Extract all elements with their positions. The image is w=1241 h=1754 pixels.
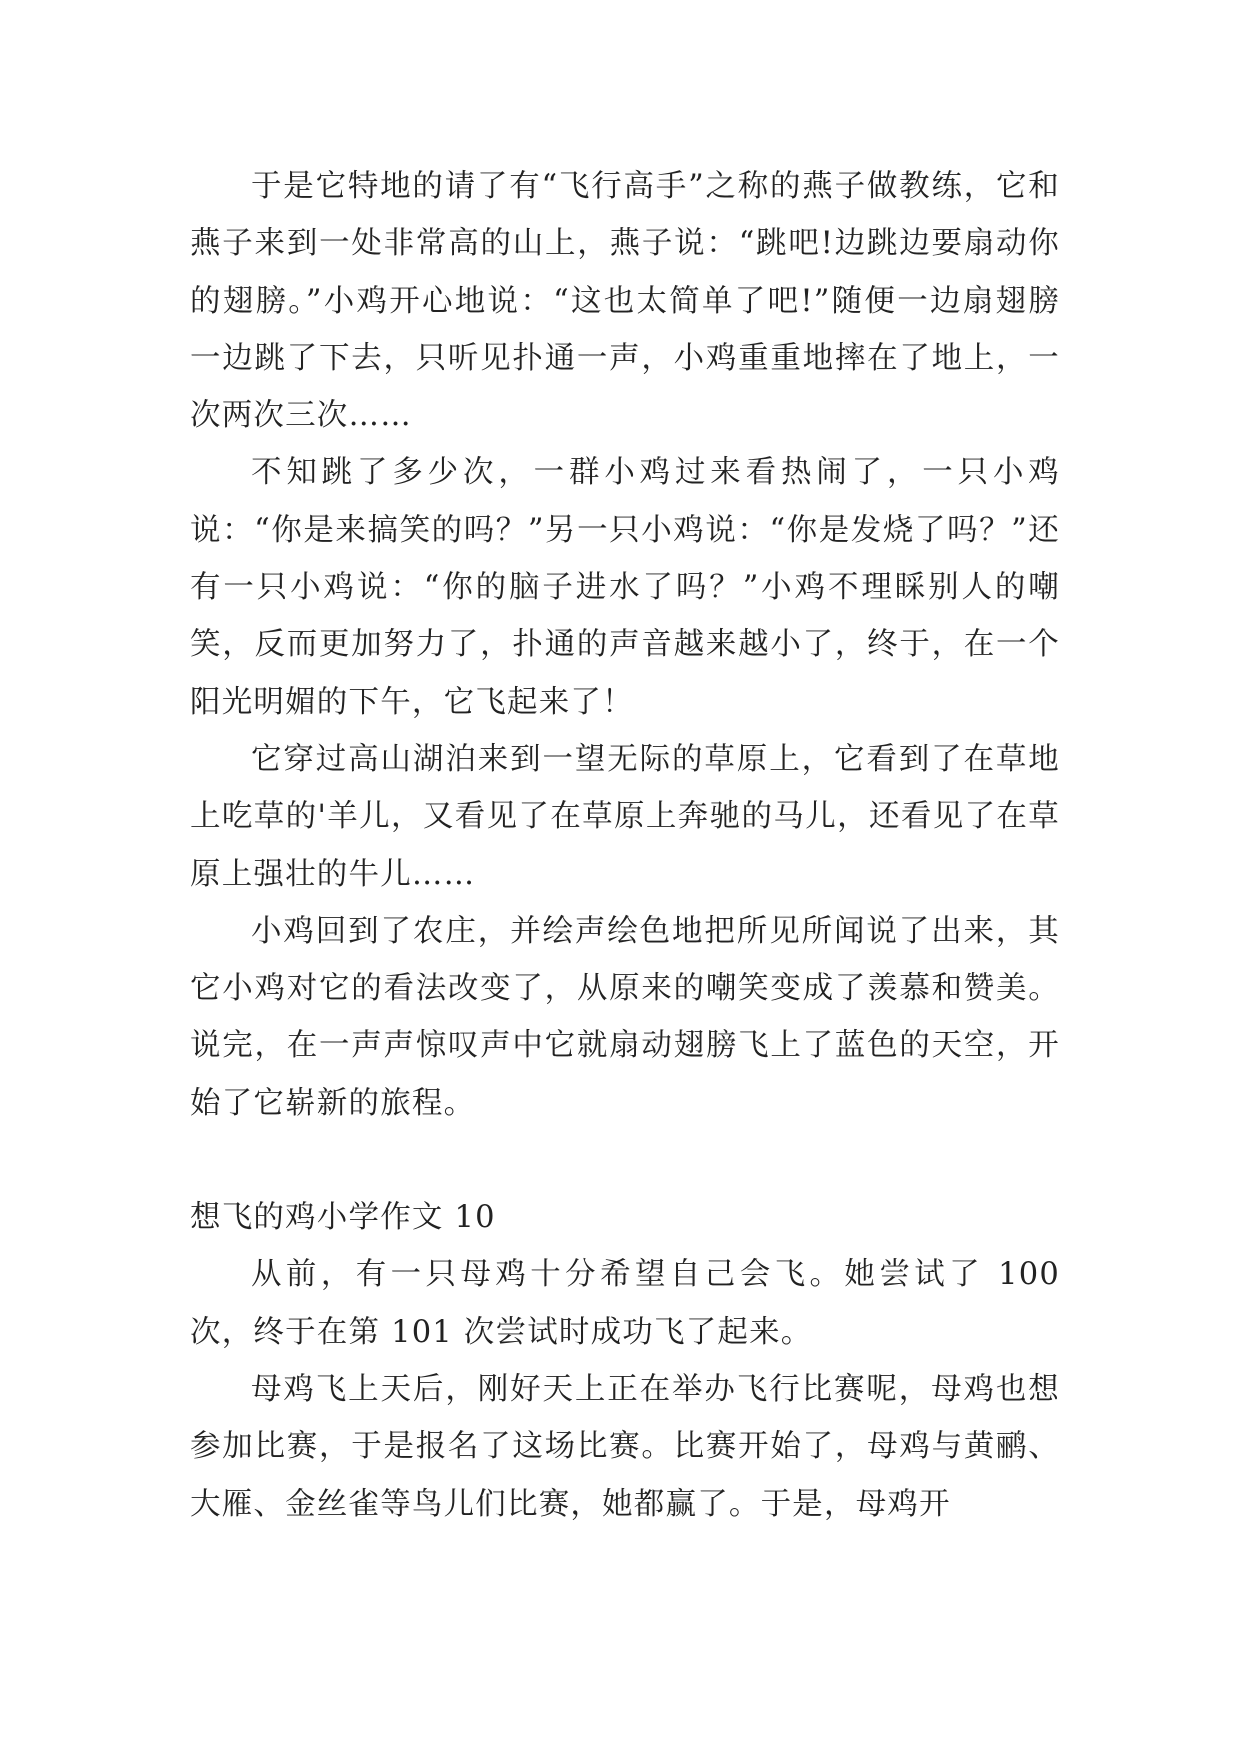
section-heading: 想飞的鸡小学作文 10 (190, 1200, 496, 1236)
document-body (190, 158, 1060, 1533)
paragraph-1: 于是它特地的请了有“飞行高手”之称的燕子做教练，它和燕子来到一处非常高的山上，燕子说：“跳吧!边跳边要扇动你的翅膀。”小鸡开心地说：“这也太简单了吧!”随便一边扇翅膀一边跳了下去，只听见扑通一声，小鸡重重地摔在了地上，一次两次三次…… (190, 169, 1060, 434)
paragraph-4: 小鸡回到了农庄，并绘声绘色地把所见所闻说了出来，其它小鸡对它的看法改变了，从原来的嘲笑变成了羡慕和赞美。说完，在一声声惊叹声中它就扇动翅膀飞上了蓝色的天空，开始了它崭新的旅程。 (190, 913, 1060, 1121)
paragraph-2: 不知跳了多少次，一群小鸡过来看热闹了，一只小鸡说：“你是来搞笑的吗？”另一只小鸡说：“你是发烧了吗？”还有一只小鸡说：“你的脑子进水了吗？”小鸡不理睬别人的嘲笑，反而更加努力了，扑通的声音越来越小了，终于，在一个阳光明媚的下午，它飞起来了！ (190, 455, 1060, 720)
paragraph-6: 母鸡飞上天后，刚好天上正在举办飞行比赛呢，母鸡也想参加比赛，于是报名了这场比赛。比赛开始了，母鸡与黄鹂、大雁、金丝雀等鸟儿们比赛，她都赢了。于是，母鸡开 (190, 1371, 1060, 1522)
paragraph-3: 它穿过高山湖泊来到一望无际的草原上，它看到了在草地上吃草的'羊儿，又看见了在草原上奔驰的马儿，还看见了在草原上强壮的牛儿…… (190, 741, 1060, 892)
paragraph-5: 从前，有一只母鸡十分希望自己会飞。她尝试了 100 次，终于在第 101 次尝试时成功飞了起来。 (190, 1257, 1060, 1350)
section-spacer (190, 1132, 1060, 1189)
